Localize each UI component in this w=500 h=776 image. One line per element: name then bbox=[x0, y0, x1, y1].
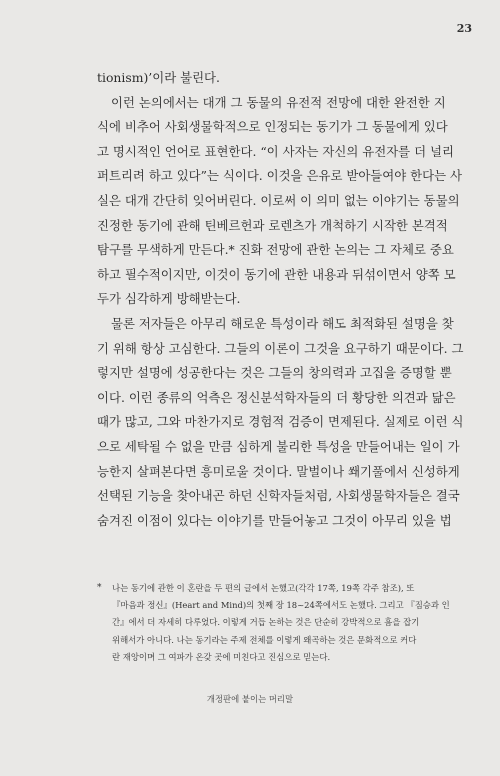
text-line: 이다. 이런 종류의 억측은 정신분석학자들의 더 황당한 의견과 닮은 bbox=[97, 389, 456, 405]
text-line: 이런 논의에서는 대개 그 동물의 유전적 전망에 대한 완전한 지 bbox=[111, 94, 446, 110]
paragraph bbox=[97, 312, 464, 533]
text-line: 실은 대개 간단히 잊어버린다. 이로써 이 의미 없는 이야기는 동물의 bbox=[97, 192, 460, 208]
text-line: 탐구를 무색하게 만든다.* 진화 전망에 관한 논의는 그 자체로 중요 bbox=[97, 242, 454, 258]
body-text bbox=[97, 66, 464, 533]
running-footer: 개정판에 붙이는 머리말 bbox=[206, 694, 294, 704]
footnote-text bbox=[112, 580, 450, 666]
text-line: 고 명시적인 언어로 표현한다. “이 사자는 자신의 유전자를 더 널리 bbox=[97, 143, 454, 159]
footnote-line: 란 재앙이며 그 여파가 온갖 곳에 미친다고 진심으로 믿는다. bbox=[112, 651, 331, 662]
footnote-line: 나는 동기에 관한 이 혼란을 두 편의 글에서 논했고(각각 17쪽, 19쪽 각주 참조), 또 bbox=[112, 583, 415, 593]
text-line: 퍼트리려 하고 있다”는 식이다. 이것을 은유로 받아들여야 한다는 사 bbox=[97, 168, 462, 184]
footnote-row bbox=[97, 580, 450, 666]
text-line: 하고 필수적이지만, 이것이 동기에 관한 내용과 뒤섞이면서 양쪽 모 bbox=[97, 266, 456, 282]
text-line: 숨겨진 이점이 있다는 이야기를 만들어놓고 그것이 아무리 있을 법 bbox=[97, 512, 452, 528]
text-line: 기 위해 항상 고심한다. 그들의 이론이 그것을 요구하기 때문이다. 그 bbox=[97, 340, 464, 356]
text-line: 두가 심각하게 방해받는다. bbox=[97, 291, 241, 307]
footnote-line: 간』에서 더 자세히 다루었다. 이렇게 거듭 논하는 것은 단순히 강박적으로 흠을 잡기 bbox=[112, 617, 420, 628]
paragraph bbox=[97, 66, 433, 91]
paragraph bbox=[97, 91, 462, 312]
footnote-marker: * bbox=[97, 583, 102, 593]
text-line: 때가 많고, 그와 마찬가지로 경험적 검증이 면제된다. 실제로 이런 식 bbox=[97, 414, 464, 430]
footnote bbox=[97, 580, 450, 666]
footnote-line: 위해서가 아니다. 나는 동기라는 주제 전체를 이렇게 왜곡하는 것은 문화적으로 커다 bbox=[112, 634, 417, 645]
text-line: 물론 저자들은 아무리 해로운 특성이라 해도 최적화된 설명을 찾 bbox=[111, 315, 454, 331]
text-line: 으로 세탁될 수 없을 만큼 심하게 불리한 특성을 만들어내는 일이 가 bbox=[97, 438, 460, 454]
text-line: 선택된 기능을 찾아내곤 하던 신학자들처럼, 사회생물학자들은 결국 bbox=[97, 488, 460, 504]
text-line: 렇지만 설명에 성공한다는 것은 그들의 창의력과 고집을 증명할 뿐 bbox=[97, 365, 452, 381]
text-line: tionism)’이라 불린다. bbox=[97, 70, 220, 85]
text-line: 식에 비추어 사회생물학적으로 인정되는 동기가 그 동물에게 있다 bbox=[97, 119, 448, 135]
page-number: 23 bbox=[456, 22, 472, 35]
footnote-line: 『마음과 정신』(Heart and Mind)의 첫째 장 18~24쪽에서도 논했다. 그리고 『짐승과 인 bbox=[112, 600, 450, 611]
text-line: 능한지 살펴본다면 흥미로울 것이다. 말벌이나 쐐기풀에서 신성하게 bbox=[97, 463, 460, 479]
text-line: 진정한 동기에 관해 틴베르헌과 로렌츠가 개척하기 시작한 본격적 bbox=[97, 217, 448, 233]
